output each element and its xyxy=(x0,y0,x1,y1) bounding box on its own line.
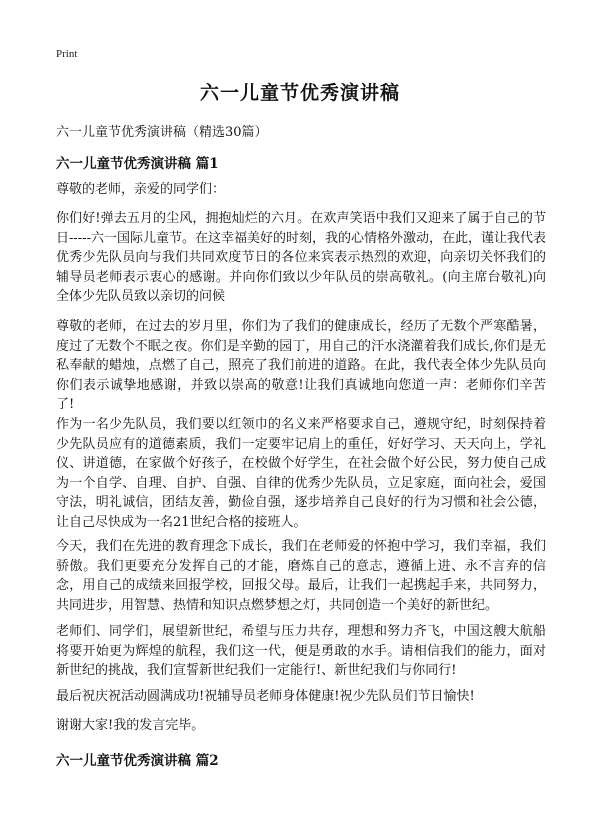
print-link[interactable]: Print xyxy=(56,48,78,60)
page-title: 六一儿童节优秀演讲稿 xyxy=(199,82,400,104)
paragraph-thanks: 谢谢大家!我的发言完毕。 xyxy=(56,718,205,733)
paragraph-3: 作为一名少先队员，我们要以红领巾的名义来严格要求自己，遵规守纪，时刻保持着少先队员应有的道德素质，我们一定要牢记肩上的重任，好好学习、天天向上，学礼仪、讲道德，在家做个好孩子，在校做个好学生，在社会做个好公民，努力使自己成为一个自学、自理、自护、自强、自律的优秀少先队员，立足家庭，面向社会，爱国守法，明礼诚信，团结友善，勤俭自强，逐步培养自己良好的行为习惯和社会公德，让自己尽快成为一名21世纪合格的接班人。 xyxy=(56,417,546,530)
section-heading-2: 六一儿童节优秀演讲稿 篇2 xyxy=(56,753,219,769)
section-heading-1: 六一儿童节优秀演讲稿 篇1 xyxy=(56,156,219,172)
document-subtitle: 六一儿童节优秀演讲稿（精选30篇） xyxy=(56,125,268,140)
paragraph-1: 你们好!弹去五月的尘风，拥抱灿烂的六月。在欢声笑语中我们又迎来了属于自己的节日-----六一国际儿童节。在这幸福美好的时刻，我的心情格外激动，在此，谨让我代表优秀少先队员向与我们共同欢度节日的各位来宾表示热烈的欢迎，向亲切关怀我们的辅导员老师表示衷心的感谢。并向你们致以少年队员的崇高敬礼。(向主席台敬礼)向全体少先队员致以亲切的问候 xyxy=(56,211,546,304)
paragraph-2: 尊敬的老师，在过去的岁月里，你们为了我们的健康成长，经历了无数个严寒酷暑，度过了无数个不眠之夜。你们是辛勤的园丁，用自己的汗水浇灌着我们成长,你们是无私奉献的蜡烛，点燃了自己，照亮了我们前进的道路。在此，我代表全体少先队员向你们表示诚挚地感谢，并致以崇高的敬意!让我们真诚地向您道一声：老师你们辛苦了! xyxy=(56,319,546,412)
paragraph-closing: 最后祝庆祝活动圆满成功!祝辅导员老师身体健康!祝少先队员们节日愉快! xyxy=(56,689,475,704)
paragraph-salutation: 尊敬的老师，亲爱的同学们： xyxy=(56,182,226,197)
paragraph-5: 老师们、同学们，展望新世纪，希望与压力共存，理想和努力齐飞，中国这艘大航船将要开始更为辉煌的航程，我们这一代，便是勇敢的水手。请相信我们的能力，面对新世纪的挑战，我们宣誓新世纪我们一定能行!、新世纪我们与你同行! xyxy=(56,624,546,678)
paragraph-4: 今天，我们在先进的教育理念下成长，我们在老师爱的怀抱中学习，我们幸福，我们骄傲。我们更要充分发挥自己的才能，磨炼自己的意志，遵循上进、永不言弃的信念，用自己的成绩来回报学校，回报父母。最后，让我们一起携起手来，共同努力，共同进步，用智慧、热情和知识点燃梦想之灯，共同创造一个美好的新世纪。 xyxy=(56,539,546,613)
